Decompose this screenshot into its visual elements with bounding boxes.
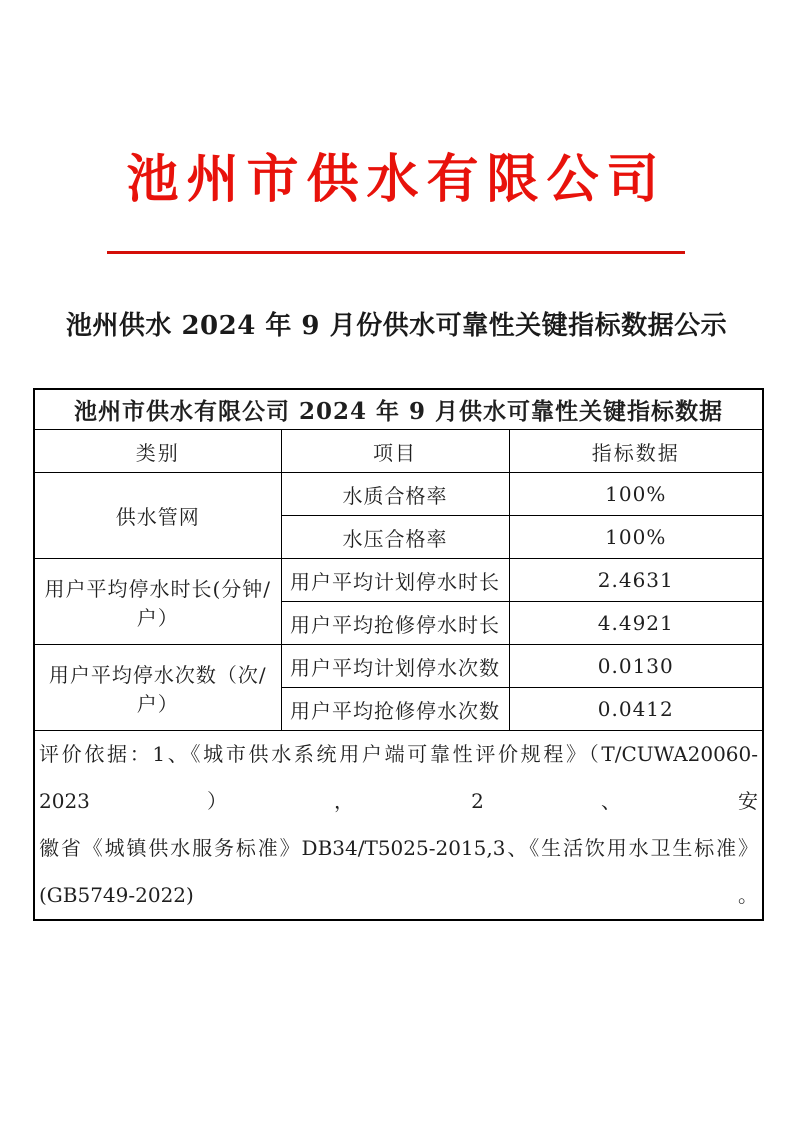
table-title-row bbox=[34, 389, 763, 430]
item-cell: 水压合格率 bbox=[281, 516, 509, 559]
item-cell: 水质合格率 bbox=[281, 473, 509, 516]
category-cell-pipeline: 供水管网 bbox=[34, 473, 281, 559]
item-cell: 用户平均抢修停水次数 bbox=[281, 688, 509, 731]
category-cell-outage-duration: 用户平均停水时长(分钟/户） bbox=[34, 559, 281, 645]
table-row bbox=[34, 559, 763, 602]
table-header-row bbox=[34, 430, 763, 473]
note-line-1: 评价依据：1、《城市供水系统用户端可靠性评价规程》（T/CUWA20060-2023），2、安 bbox=[39, 742, 759, 813]
company-letterhead-title: 池州市供水有限公司 bbox=[126, 149, 667, 210]
item-cell: 用户平均计划停水时长 bbox=[281, 559, 509, 602]
column-header-category: 类别 bbox=[34, 430, 281, 473]
column-header-item: 项目 bbox=[281, 430, 509, 473]
value-cell: 0.0130 bbox=[509, 645, 763, 688]
table-title: 池州市供水有限公司 2024 年 9 月供水可靠性关键指标数据 bbox=[34, 389, 763, 430]
kpi-table bbox=[33, 388, 764, 921]
item-cell: 用户平均抢修停水时长 bbox=[281, 602, 509, 645]
table-row bbox=[34, 645, 763, 688]
value-cell: 100% bbox=[509, 516, 763, 559]
column-header-value: 指标数据 bbox=[509, 430, 763, 473]
category-cell-outage-count: 用户平均停水次数（次/户） bbox=[34, 645, 281, 731]
item-cell: 用户平均计划停水次数 bbox=[281, 645, 509, 688]
note-line-2: 徽省《城镇供水服务标准》DB34/T5025-2015,3、《生活饮用水卫生标准》(GB5749-2022)。 bbox=[39, 836, 759, 907]
table-row bbox=[34, 473, 763, 516]
table-note-row bbox=[34, 731, 763, 921]
evaluation-basis-note bbox=[34, 731, 763, 921]
notice-title: 池州供水 2024 年 9 月份供水可靠性关键指标数据公示 bbox=[65, 311, 728, 341]
value-cell: 2.4631 bbox=[509, 559, 763, 602]
value-cell: 100% bbox=[509, 473, 763, 516]
letterhead-divider-rule bbox=[107, 251, 685, 254]
value-cell: 4.4921 bbox=[509, 602, 763, 645]
value-cell: 0.0412 bbox=[509, 688, 763, 731]
